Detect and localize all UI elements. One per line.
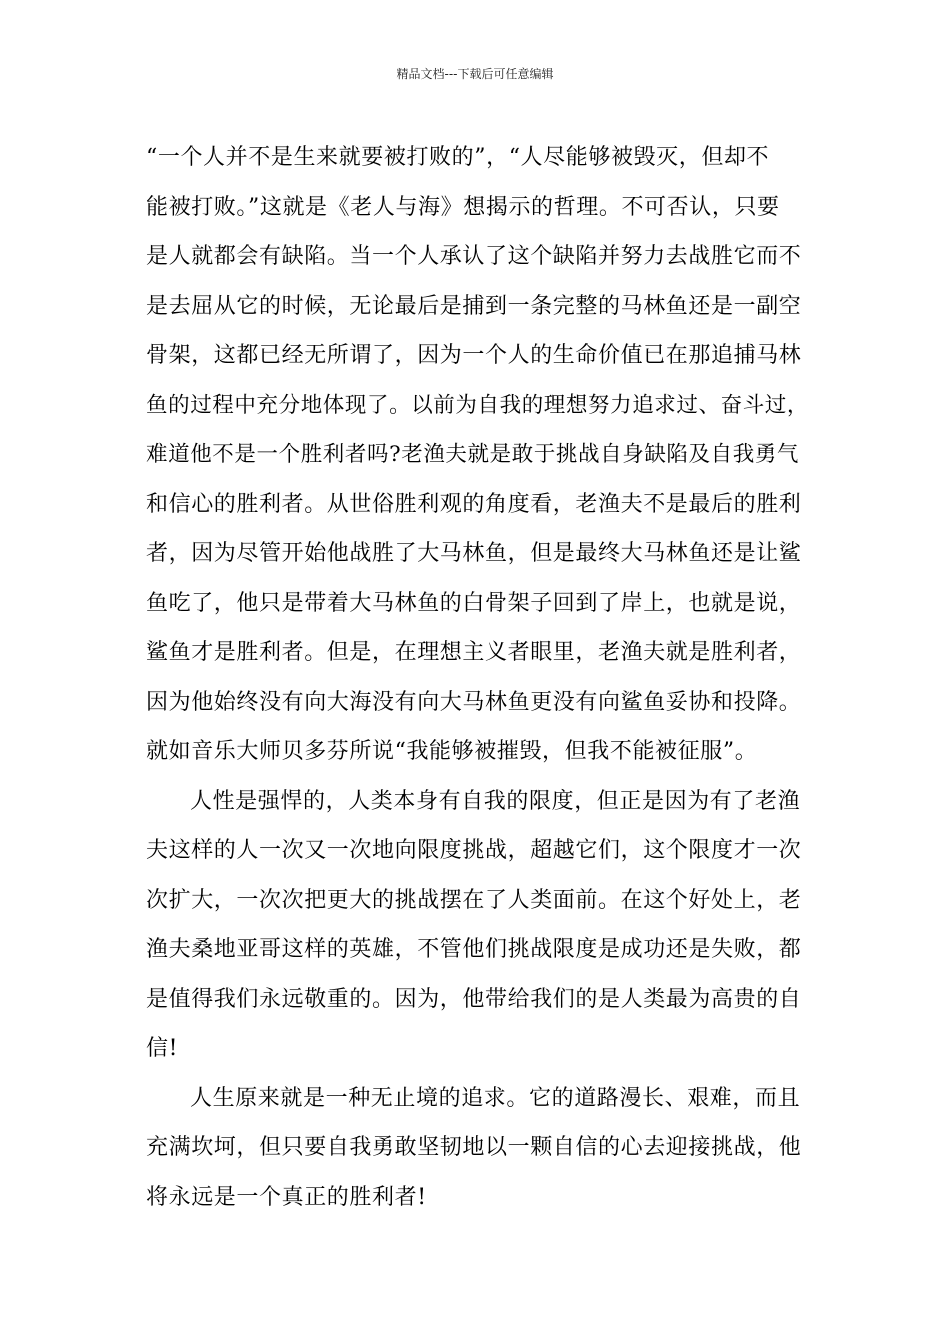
text-line: 鱼吃了，他只是带着大马林鱼的白骨架子回到了岸上，也就是说， [146,590,802,616]
text-line: 和信心的胜利者。从世俗胜利观的角度看，老渔夫不是最后的胜利 [146,491,802,517]
paragraph-2 [146,777,811,1074]
text-line: 充满坎坷，但只要自我勇敢坚韧地以一颗自信的心去迎接挑战，他 [146,1135,802,1160]
text-line: 人生原来就是一种无止境的追求。它的道路漫长、艰难，而且 [190,1085,801,1111]
text-line: 难道他不是一个胜利者吗?老渔夫就是敢于挑战自身缺陷及自我勇气 [146,442,800,467]
text-line: 是值得我们永远敬重的。因为，他带给我们的是人类最为高贵的自 [146,986,802,1012]
text-line: 就如音乐大师贝多芬所说“我能够被摧毁，但我不能被征服”。 [146,739,758,764]
text-line: 骨架，这都已经无所谓了，因为一个人的生命价值已在那追捕马林 [146,343,802,368]
text-line: 是人就都会有缺陷。当一个人承认了这个缺陷并努力去战胜它而不 [146,244,802,269]
text-line: 是去屈从它的时候，无论最后是捕到一条完整的马林鱼还是一副空 [146,293,802,319]
text-line: 因为他始终没有向大海没有向大马林鱼更没有向鲨鱼妥协和投降。 [146,689,802,715]
page-header: 精品文档---下载后可任意编辑 [396,67,554,81]
text-line: “一个人并不是生来就要被打败的”，“人尽能够被毁灭，但却不 [146,145,770,170]
text-line: 渔夫桑地亚哥这样的英雄，不管他们挑战限度是成功还是失败，都 [146,937,802,962]
text-line: 夫这样的人一次又一次地向限度挑战，超越它们，这个限度才一次 [146,838,802,863]
text-line: 人性是强悍的，人类本身有自我的限度，但正是因为有了老渔 [190,788,801,814]
text-line: 者，因为尽管开始他战胜了大马林鱼，但是最终大马林鱼还是让鲨 [146,541,802,566]
text-line: 能被打败。”这就是《老人与海》想揭示的哲理。不可否认，只要 [146,194,780,220]
paragraph-1 [146,133,811,777]
text-line: 次扩大，一次次把更大的挑战摆在了人类面前。在这个好处上，老 [146,887,802,913]
text-line: 将永远是一个真正的胜利者! [146,1184,427,1210]
text-line: 鱼的过程中充分地体现了。以前为自我的理想努力追求过、奋斗过， [146,392,810,418]
text-line: 鲨鱼才是胜利者。但是，在理想主义者眼里，老渔夫就是胜利者， [146,640,802,665]
text-line: 信! [146,1036,179,1061]
paragraph-3 [146,1074,811,1223]
body-text [146,133,811,1222]
